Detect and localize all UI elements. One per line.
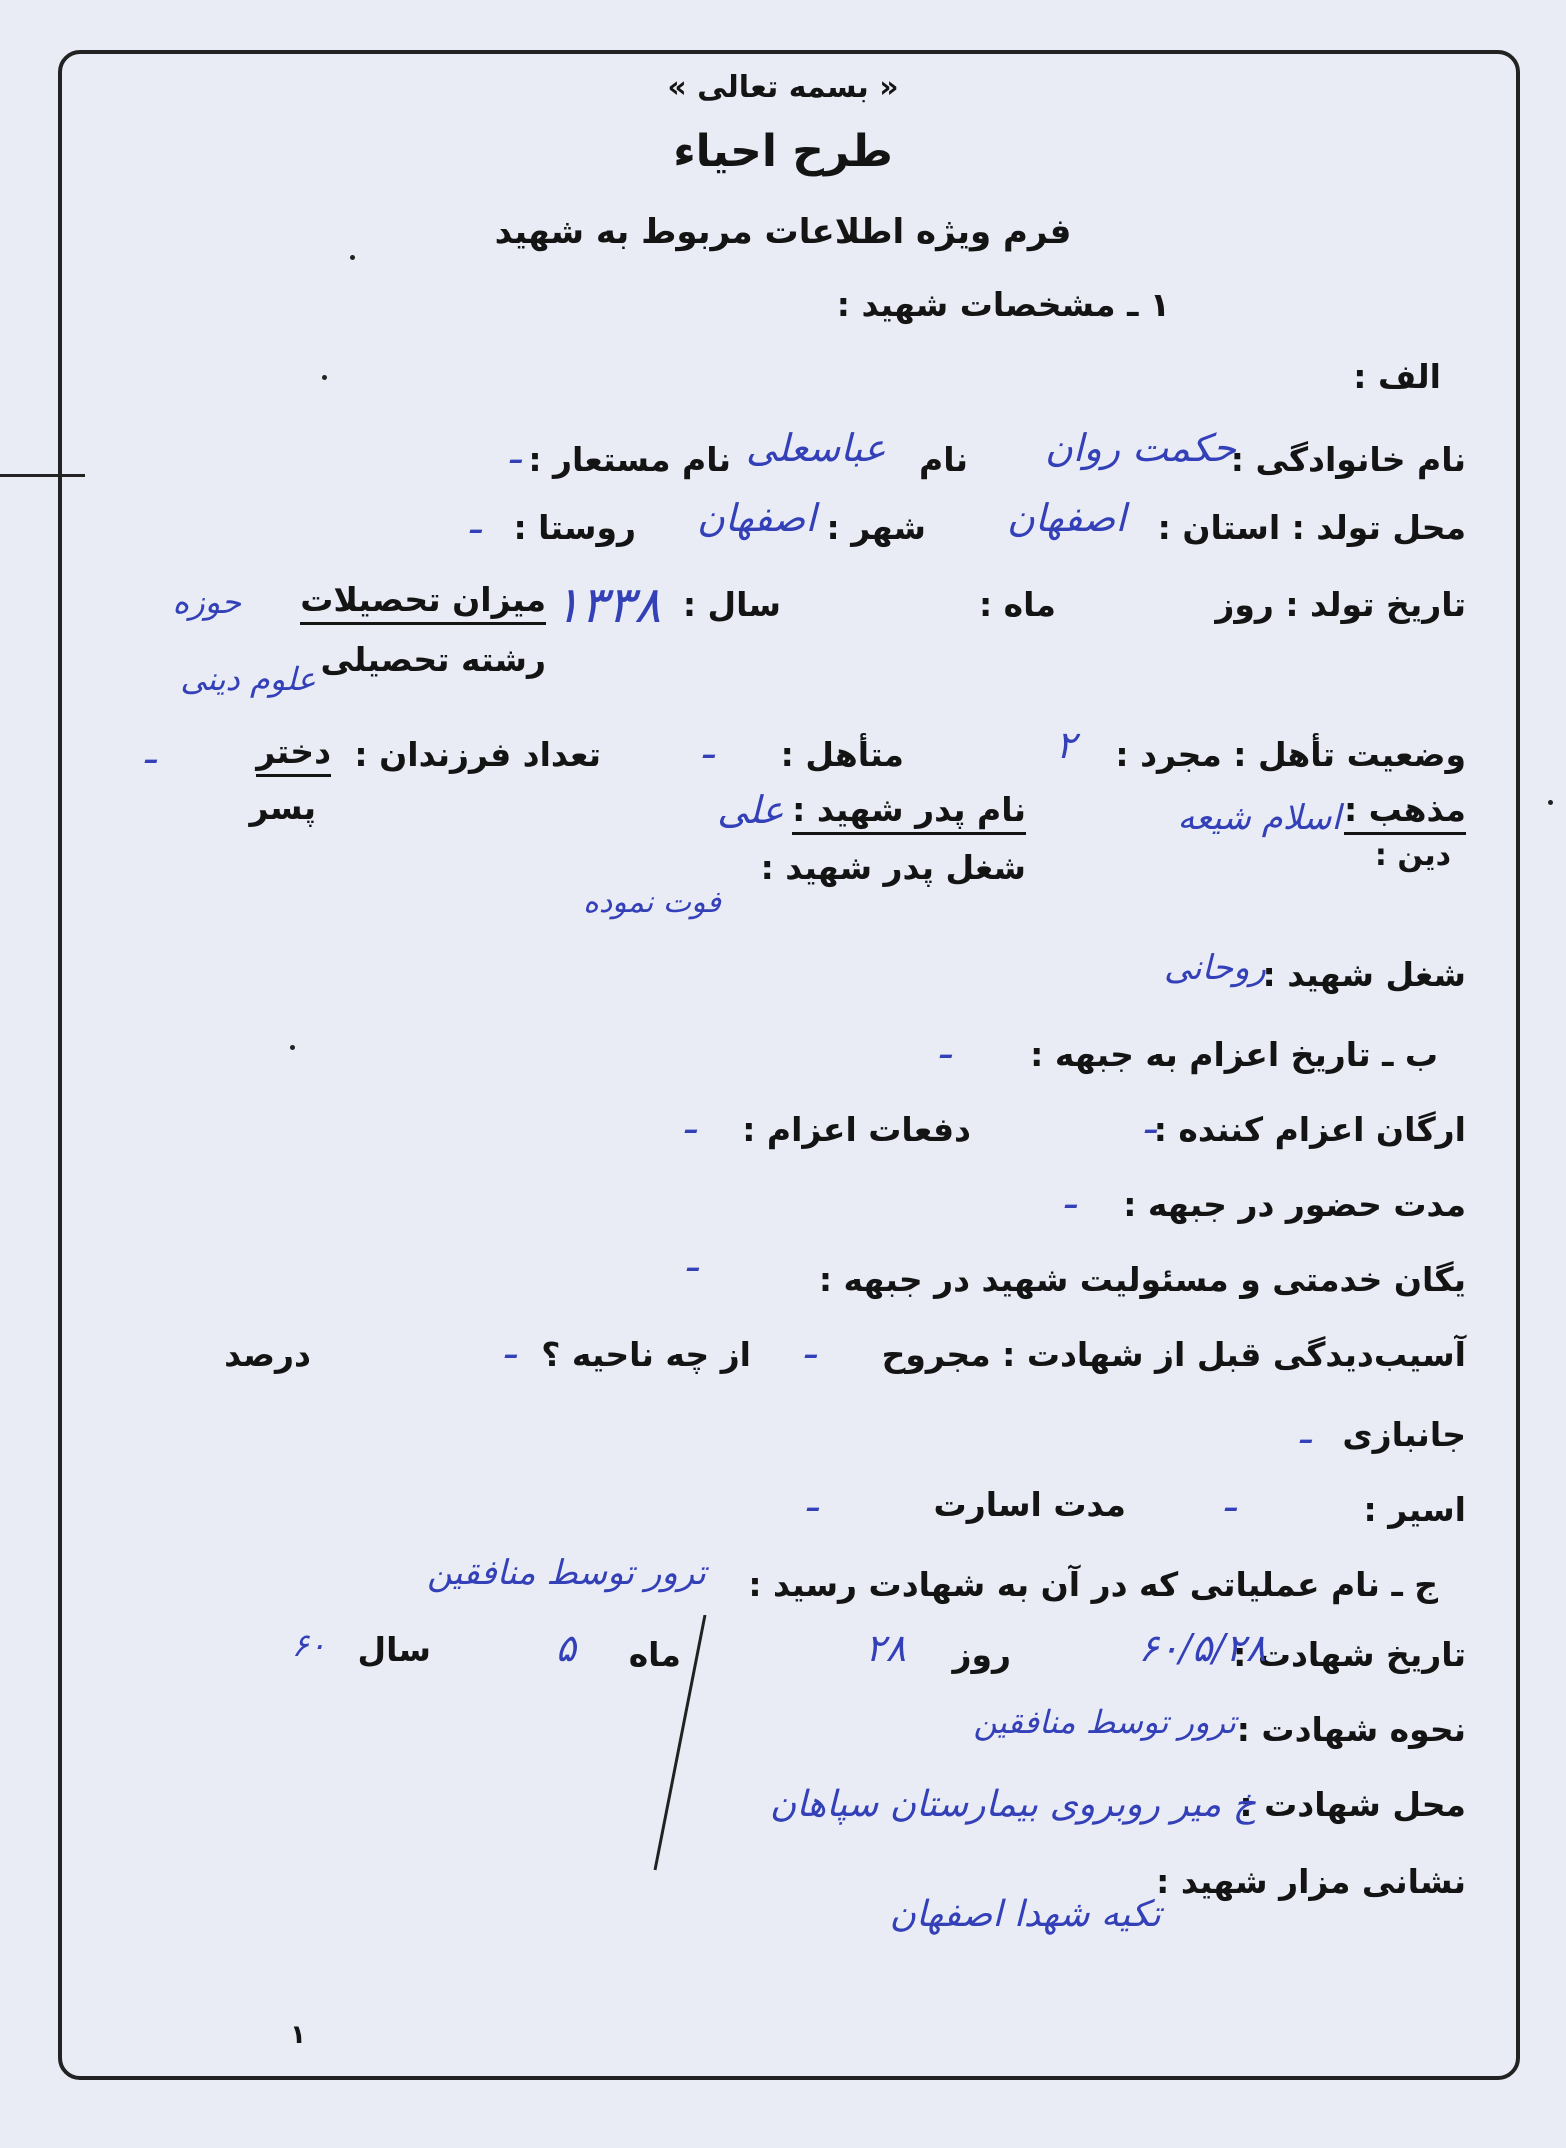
education-level-value: حوزه	[172, 583, 241, 621]
village-label: روستا :	[513, 508, 636, 547]
percent-label: درصد	[224, 1335, 311, 1374]
martyrdom-date-label: تاریخ شهادت :	[1233, 1635, 1466, 1674]
family-name-value: حکمت روان	[1044, 426, 1236, 470]
place-label: محل شهادت :	[1239, 1785, 1466, 1824]
speck	[290, 1045, 295, 1050]
married-value: ـ	[702, 723, 714, 767]
education-level-label: میزان تحصیلات	[300, 580, 546, 625]
children-label: تعداد فرزندان :	[354, 735, 601, 774]
deploy-org-label: ارگان اعزام کننده :	[1153, 1110, 1466, 1149]
year-value: ۶۰	[291, 1626, 326, 1664]
first-name-label: نام	[919, 440, 968, 479]
captive-value: ـ	[1224, 1476, 1236, 1520]
religion-label: مذهب :	[1344, 790, 1466, 835]
manner-label: نحوه شهادت :	[1236, 1710, 1466, 1749]
region-value: ـ	[504, 1323, 516, 1367]
subsection-a: الف :	[1353, 357, 1441, 396]
captivity-label: مدت اسارت	[933, 1485, 1126, 1524]
form-title: فرم ویژه اطلاعات مربوط به شهید	[494, 212, 1072, 252]
grave-value: تکیه شهدا اصفهان	[889, 1894, 1161, 1935]
edge-mark	[0, 474, 85, 477]
city-value: اصفهان	[696, 496, 816, 540]
deploy-count-value: ـ	[684, 1098, 696, 1142]
province-value: اصفهان	[1006, 496, 1126, 540]
day-label: روز	[952, 1635, 1011, 1674]
project-title: طرح احیاء	[673, 126, 893, 177]
captivity-value: ـ	[806, 1476, 818, 1520]
field-value: علوم دینی	[180, 660, 316, 698]
injury-value: ـ	[804, 1323, 816, 1367]
marital-label: وضعیت تأهل : مجرد :	[1115, 735, 1466, 774]
month-value: ۵	[555, 1626, 576, 1670]
deploy-count-label: دفعات اعزام :	[742, 1110, 971, 1149]
martyrdom-date-value: ۶۰/۵/۲۸	[1138, 1626, 1266, 1670]
father-name-value: علی	[717, 788, 784, 832]
faith-label: دین :	[1374, 838, 1451, 873]
single-value: ۲	[1055, 723, 1076, 767]
year-label: سال	[357, 1630, 431, 1669]
father-name-label: نام پدر شهید :	[792, 790, 1026, 835]
region-label: از چه ناحیه ؟	[541, 1335, 751, 1374]
pen-slash-mark	[640, 1615, 720, 1875]
deploy-date-label: ب ـ تاریخ اعزام به جبهه :	[1030, 1035, 1438, 1074]
alias-value: ـ	[509, 428, 521, 472]
first-name-value: عباسعلی	[745, 426, 886, 470]
speck	[322, 375, 327, 380]
birth-month-label: ماه :	[979, 585, 1056, 624]
birth-date-label: تاریخ تولد : روز	[1215, 585, 1466, 624]
alias-label: نام مستعار :	[528, 440, 731, 479]
son-label: پسر	[249, 788, 316, 827]
daughter-label: دختر	[256, 732, 331, 777]
city-label: شهر :	[826, 508, 926, 547]
birth-year-value: ۱۳۳۸	[553, 576, 661, 634]
speck	[1548, 800, 1553, 805]
operation-value: ترور توسط منافقین	[427, 1553, 706, 1593]
field-label: رشته تحصیلی	[320, 640, 546, 679]
martyr-job-label: شغل شهید :	[1262, 955, 1466, 994]
front-duration-label: مدت حضور در جبهه :	[1123, 1185, 1466, 1224]
family-name-label: نام خانوادگی :	[1230, 440, 1466, 479]
front-duration-value: ـ	[1064, 1173, 1076, 1217]
birth-place-label: محل تولد : استان :	[1157, 508, 1466, 547]
place-value: خ میر روبروی بیمارستان سپاهان	[769, 1784, 1256, 1825]
father-job-label: شغل پدر شهید :	[760, 848, 1026, 887]
speck	[350, 255, 355, 260]
veteran-value: ـ	[1299, 1408, 1311, 1452]
basmala: « بسمه تعالی »	[667, 70, 899, 105]
captive-label: اسیر :	[1363, 1490, 1466, 1529]
village-value: ـ	[469, 498, 481, 542]
manner-value: ترور توسط منافقین	[973, 1703, 1236, 1741]
unit-value: ـ	[686, 1236, 698, 1280]
page-number: ۱	[290, 2020, 306, 2050]
grave-label: نشانی مزار شهید :	[1156, 1862, 1466, 1901]
injury-label: آسیب‌دیدگی قبل از شهادت : مجروح	[881, 1335, 1466, 1374]
martyr-job-value: روحانی	[1163, 948, 1266, 988]
operation-label: ج ـ نام عملیاتی که در آن به شهادت رسید :	[748, 1565, 1438, 1604]
father-job-value: فوت نموده	[583, 885, 721, 920]
deploy-date-value: ـ	[939, 1023, 951, 1067]
deploy-org-value: ـ	[1144, 1098, 1156, 1142]
religion-value: اسلام شیعه	[1177, 798, 1341, 838]
section1-title: ۱ ـ مشخصات شهید :	[836, 285, 1170, 324]
married-label: متأهل :	[780, 735, 904, 774]
unit-label: یگان خدمتی و مسئولیت شهید در جبهه :	[818, 1260, 1466, 1299]
month-label: ماه	[628, 1635, 681, 1674]
birth-year-label: سال :	[682, 585, 781, 624]
veteran-label: جانبازی	[1342, 1415, 1466, 1454]
daughter-value: ـ	[144, 728, 156, 772]
day-value: ۲۸	[865, 1626, 906, 1670]
